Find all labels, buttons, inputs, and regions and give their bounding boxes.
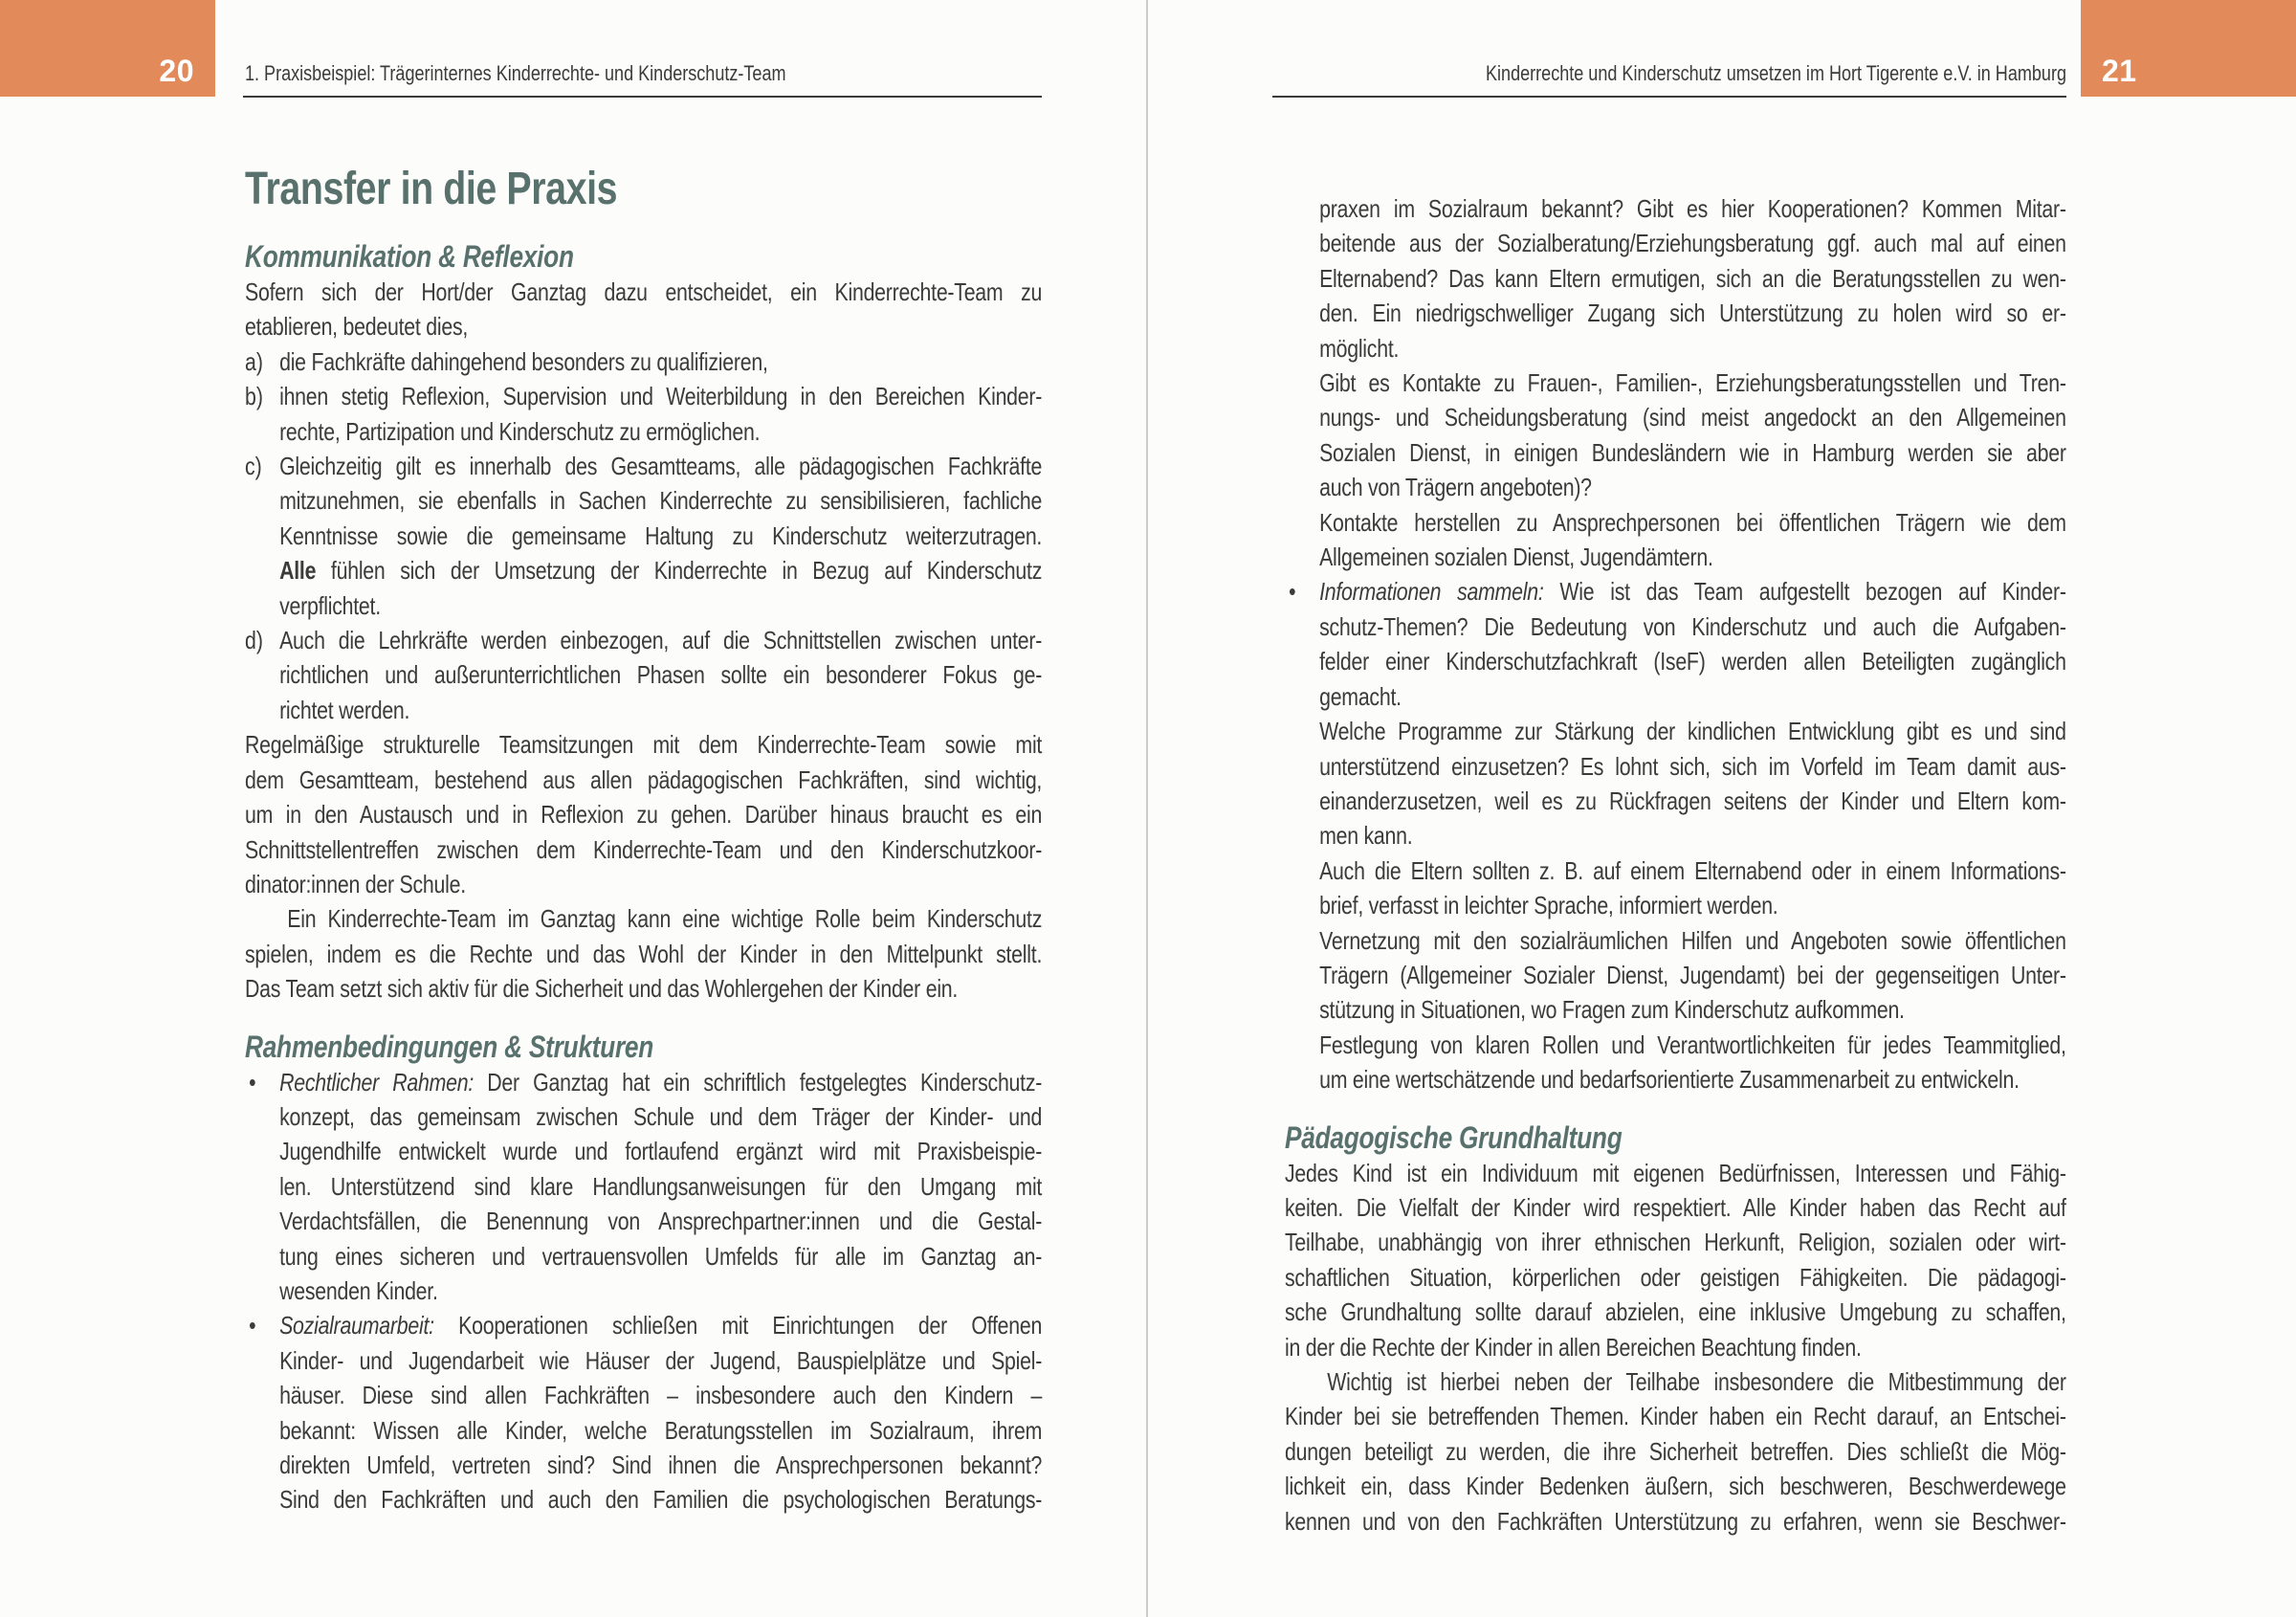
text-line: Wichtig ist hierbei neben der Teilhabe insbesondere die Mitbestimmung der xyxy=(1327,1367,2066,1396)
page-number-tab-right xyxy=(2081,0,2296,97)
page-content-right xyxy=(1285,191,2066,1539)
text-line: Sozialraumarbeit: Kooperationen schließen mit Einrichtungen der Offenen xyxy=(279,1311,1043,1340)
section-heading: Kommunikation & Reflexion xyxy=(245,239,574,274)
text-line: Auch die Eltern sollten z. B. auf einem Elternabend oder in einem Informations- xyxy=(1319,855,2066,885)
header-rule-right xyxy=(1272,96,2066,98)
list-marker: c) xyxy=(245,452,262,481)
text-line: wesenden Kinder. xyxy=(279,1275,438,1305)
bullet-marker: • xyxy=(1289,577,1296,607)
text-line: Kontakte herstellen zu Ansprechpersonen bei öffentlichen Trägern wie dem xyxy=(1319,507,2066,537)
text-line: in der die Rechte der Kinder in allen Bereichen Beachtung finden. xyxy=(1285,1332,1862,1362)
text-line: beitende aus der Sozialberatung/Erziehungsberatung ggf. auch mal auf einen xyxy=(1319,229,2066,258)
para-block xyxy=(1285,1028,2066,1097)
text-line: Das Team setzt sich aktiv für die Sicherheit und das Wohlergehen der Kinder ein. xyxy=(245,974,959,1004)
para-block xyxy=(245,901,1042,1006)
text-line: nungs- und Scheidungsberatung (sind meist angedockt an den Allgemeinen xyxy=(1319,403,2066,432)
text-line: gemacht. xyxy=(1319,681,1402,711)
text-line: Informationen sammeln: Wie ist das Team aufgestellt bezogen auf Kinder- xyxy=(1319,577,2066,607)
text-line: Kinder- und Jugendarbeit wie Häuser der Jugend, Bauspielplätze und Spiel- xyxy=(279,1345,1043,1375)
text-line: auch von Trägern angeboten)? xyxy=(1319,473,1592,502)
text-line: einanderzusetzen, weil es zu Rückfragen seitens der Kinder und Eltern kom- xyxy=(1319,786,2066,815)
para-block xyxy=(1285,505,2066,575)
para-block xyxy=(1285,923,2066,1028)
list-block xyxy=(245,344,1042,379)
text-line: lichkeit ein, dass Kinder Bedenken äußern, sich beschweren, Beschwerdewege xyxy=(1285,1472,2066,1501)
text-line: Sofern sich der Hort/der Ganztag dazu entscheidet, ein Kinderrechte-Team zu xyxy=(245,277,1043,306)
text-line: Gleichzeitig gilt es innerhalb des Gesamtteams, alle pädagogischen Fachkräfte xyxy=(279,452,1043,481)
header-rule-left xyxy=(243,96,1042,98)
para-block xyxy=(245,275,1042,344)
text-line: dem Gesamtteam, bestehend aus allen pädagogischen Fachkräften, sind wichtig, xyxy=(245,764,1043,794)
para-block xyxy=(1285,714,2066,853)
para-block xyxy=(1285,191,2066,365)
text-line: rechte, Partizipation und Kinderschutz zu ermöglichen. xyxy=(279,416,761,446)
section-heading: Pädagogische Grundhaltung xyxy=(1285,1119,1623,1155)
para-block xyxy=(1285,853,2066,923)
list-marker: d) xyxy=(245,626,263,655)
text-line: Teilhabe, unabhängig von ihrer ethnischen Herkunft, Religion, sozialen oder wirt- xyxy=(1285,1228,2066,1257)
text-line: Festlegung von klaren Rollen und Verantwortlichkeiten für jedes Teammitglied, xyxy=(1319,1030,2066,1059)
text-line: konzept, das gemeinsam zwischen Schule und dem Träger der Kinder- und xyxy=(279,1101,1043,1131)
text-line: um in den Austausch und in Reflexion zu gehen. Darüber hinaus braucht es ein xyxy=(245,800,1043,830)
text-line: Sozialen Dienst, in einigen Bundesländern wie in Hamburg werden sie aber xyxy=(1319,437,2066,467)
bullet-block xyxy=(245,1065,1042,1309)
text-line: ihnen stetig Reflexion, Supervision und Weiterbildung in den Bereichen Kinder- xyxy=(279,382,1043,411)
list-block xyxy=(245,379,1042,449)
bullet-block xyxy=(1285,574,2066,714)
text-line: felder einer Kinderschutzfachkraft (IseF) werden allen Beteiligten zugänglich xyxy=(1319,647,2066,676)
text-line: schutz-Themen? Die Bedeutung von Kinderschutz und auch die Aufgaben- xyxy=(1319,611,2066,641)
bullet-block xyxy=(245,1308,1042,1517)
text-line: etablieren, bedeutet dies, xyxy=(245,312,469,342)
text-line: Ein Kinderrechte-Team im Ganztag kann eine wichtige Rolle beim Kinderschutz xyxy=(287,904,1043,934)
text-line: Verdachtsfällen, die Benennung von Ansprechpartner:innen und die Gestal- xyxy=(279,1207,1043,1236)
text-line: men kann. xyxy=(1319,821,1413,851)
text-line: Elternabend? Das kann Eltern ermutigen, sich an die Beratungsstellen zu wen- xyxy=(1319,263,2066,293)
text-line: schaftlichen Situation, körperlichen oder geistigen Fähigkeiten. Die pädagogi- xyxy=(1285,1262,2066,1292)
text-line: len. Unterstützend sind klare Handlungsanweisungen für den Umgang mit xyxy=(279,1171,1043,1201)
text-line: dinator:innen der Schule. xyxy=(245,869,466,898)
text-line: Alle fühlen sich der Umsetzung der Kinderrechte in Bezug auf Kinderschutz xyxy=(279,556,1043,586)
text-line: Regelmäßige strukturelle Teamsitzungen mit dem Kinderrechte-Team sowie mit xyxy=(245,730,1043,760)
bullet-marker: • xyxy=(249,1311,256,1340)
text-line: richtlichen und außerunterrichtlichen Phasen sollte ein besonderer Fokus ge- xyxy=(279,660,1043,690)
text-line: Jedes Kind ist ein Individuum mit eigenen Bedürfnissen, Interessen und Fähig- xyxy=(1285,1158,2066,1187)
text-line: mitzunehmen, sie ebenfalls in Sachen Kinderrechte zu sensibilisieren, fachliche xyxy=(279,486,1043,516)
text-line: stützung in Situationen, wo Fragen zum Kinderschutz aufkommen. xyxy=(1319,995,1905,1025)
text-line: Auch die Lehrkräfte werden einbezogen, auf die Schnittstellen zwischen unter- xyxy=(279,626,1043,655)
text-line: Gibt es Kontakte zu Frauen-, Familien-, Erziehungsberatungsstellen und Tren- xyxy=(1319,368,2066,398)
text-line: brief, verfasst in leichter Sprache, informiert werden. xyxy=(1319,891,1778,920)
page-number-tab-left xyxy=(0,0,215,97)
text-line: Jugendhilfe entwickelt wurde und fortlaufend ergänzt wird mit Praxisbeispie- xyxy=(279,1137,1043,1166)
list-marker: b) xyxy=(245,382,263,411)
text-line: Welche Programme zur Stärkung der kindlichen Entwicklung gibt es und sind xyxy=(1319,717,2066,746)
text-line: den. Ein niedrigschwelliger Zugang sich Unterstützung zu holen wird so er- xyxy=(1319,299,2066,328)
text-line: richtet werden. xyxy=(279,695,410,724)
text-line: direkten Umfeld, vertreten sind? Sind ihnen die Ansprechpersonen bekannt? xyxy=(279,1451,1043,1479)
text-line: Schnittstellentreffen zwischen dem Kinderrechte-Team und den Kinderschutzkoor- xyxy=(245,834,1043,864)
text-line: unterstützend einzusetzen? Es lohnt sich, sich im Vorfeld im Team damit aus- xyxy=(1319,751,2066,781)
running-header-left: 1. Praxisbeispiel: Trägerinternes Kinderrechte- und Kinderschutz-Team xyxy=(245,61,786,85)
text-line: keiten. Die Vielfalt der Kinder wird respektiert. Alle Kinder haben das Recht auf xyxy=(1285,1192,2066,1222)
text-line: Vernetzung mit den sozialräumlichen Hilfen und Angeboten sowie öffentlichen xyxy=(1319,925,2066,955)
text-line: dungen beteiligt zu werden, die ihre Sicherheit betreffen. Dies schließt die Mög- xyxy=(1285,1436,2066,1466)
text-line: häuser. Diese sind allen Fachkräften – insbesondere auch den Kindern – xyxy=(279,1381,1043,1410)
text-line: möglicht. xyxy=(1319,333,1400,363)
text-line: Rechtlicher Rahmen: Der Ganztag hat ein schriftlich festgelegtes Kinderschutz- xyxy=(279,1067,1043,1096)
page-title: Transfer in die Praxis xyxy=(245,164,618,214)
text-line: Allgemeinen sozialen Dienst, Jugendämtern. xyxy=(1319,543,1713,572)
text-line: um eine wertschätzende und bedarfsorientierte Zusammenarbeit zu entwickeln. xyxy=(1319,1065,2020,1095)
text-line: bekannt: Wissen alle Kinder, welche Beratungsstellen im Sozialraum, ihrem xyxy=(279,1415,1043,1445)
text-line: tung eines sicheren und vertrauensvollen Umfelds für alle im Ganztag an- xyxy=(279,1241,1043,1271)
list-marker: a) xyxy=(245,346,263,376)
text-blocks-left xyxy=(245,239,1042,1517)
text-line: die Fachkräfte dahingehend besonders zu qualifizieren, xyxy=(279,346,768,376)
para-block xyxy=(245,727,1042,901)
para-block xyxy=(1285,365,2066,505)
page-number: 20 xyxy=(159,54,194,88)
text-line: spielen, indem es die Rechte und das Wohl der Kinder in den Mittelpunkt stellt. xyxy=(245,939,1043,968)
page-content-left xyxy=(245,163,1042,1517)
section-heading: Rahmenbedingungen & Strukturen xyxy=(245,1029,654,1064)
text-line: Kinder bei sie betreffenden Themen. Kinder haben ein Recht darauf, an Entschei- xyxy=(1285,1402,2066,1431)
text-blocks-right xyxy=(1285,191,2066,1539)
bullet-marker: • xyxy=(249,1067,256,1096)
list-block xyxy=(245,623,1042,727)
text-line: Kenntnisse sowie die gemeinsame Haltung zu Kinderschutz weiterzutragen. xyxy=(279,521,1043,550)
text-line: sche Grundhaltung sollte darauf abzielen, eine inklusive Umgebung zu schaffen, xyxy=(1285,1297,2066,1327)
text-line: praxen im Sozialraum bekannt? Gibt es hier Kooperationen? Kommen Mitar- xyxy=(1319,194,2066,223)
text-line: Sind den Fachkräften und auch den Familien die psychologischen Beratungs- xyxy=(279,1485,1043,1515)
text-line: Trägern (Allgemeiner Sozialer Dienst, Jugendamt) bei der gegenseitigen Unter- xyxy=(1319,960,2066,989)
running-header-right: Kinderrechte und Kinderschutz umsetzen im Hort Tigerente e.V. in Hamburg xyxy=(1486,61,2066,85)
page-divider xyxy=(1146,0,1148,1617)
text-line: kennen und von den Fachkräften Unterstützung zu erfahren, wenn sie Beschwer- xyxy=(1285,1506,2066,1536)
text-line: verpflichtet. xyxy=(279,590,381,620)
para-block xyxy=(1285,1156,2066,1364)
list-block xyxy=(245,449,1042,623)
para-block xyxy=(1285,1364,2066,1539)
page-number: 21 xyxy=(2102,54,2137,88)
